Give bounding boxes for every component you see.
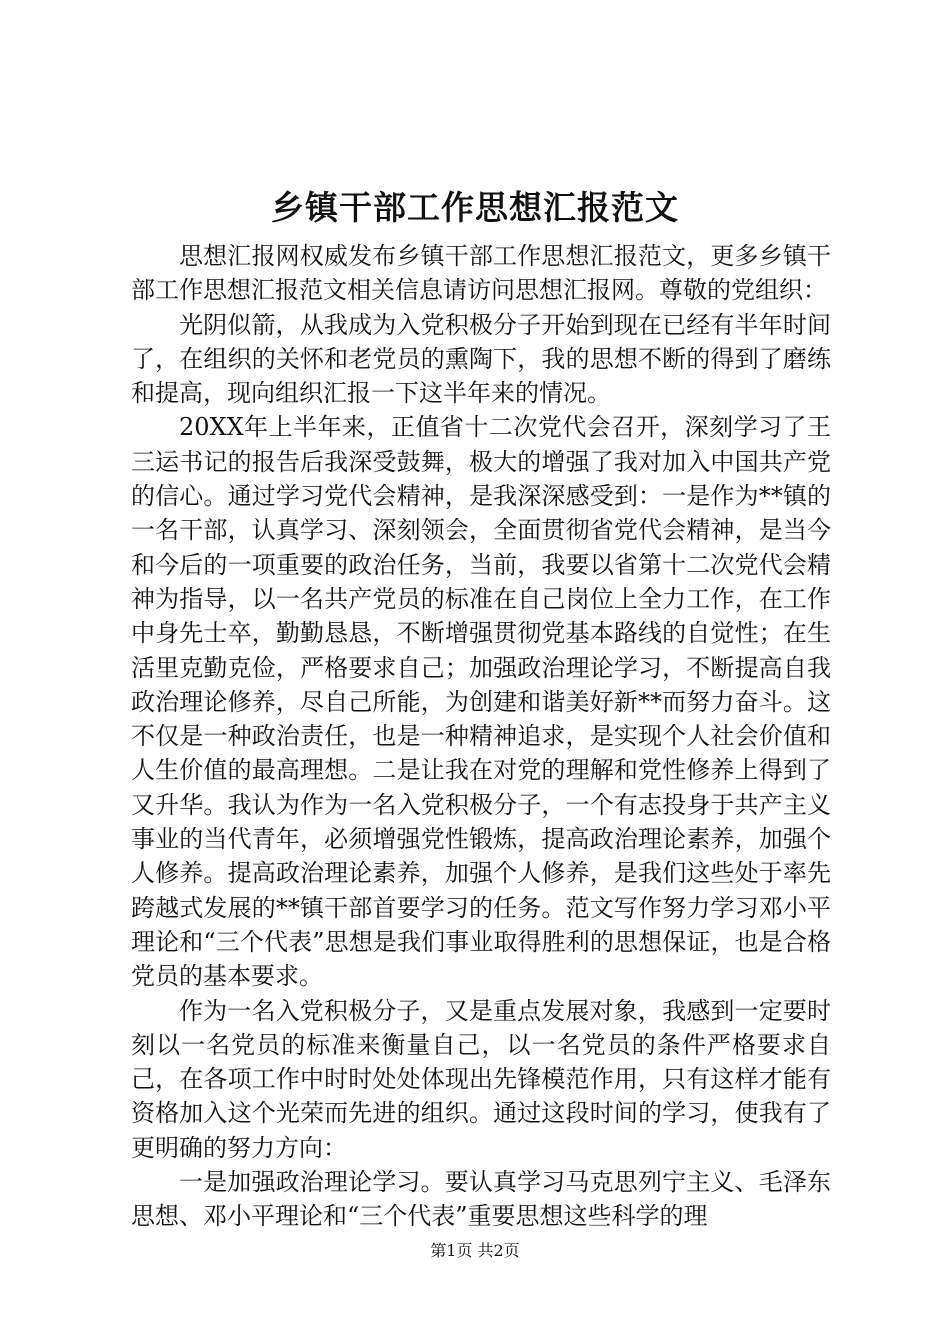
page-number-footer: 第1页 共2页 [430,1241,520,1260]
paragraph: 一是加强政治理论学习。要认真学习马克思列宁主义、毛泽东思想、邓小平理论和“三个代表”重要思想这些科学的理 [131,1168,831,1231]
paragraph: 光阴似箭，从我成为入党积极分子开始到现在已经有半年时间了，在组织的关怀和老党员的熏陶下，我的思想不断的得到了磨练和提高，现向组织汇报一下这半年来的情况。 [131,310,831,408]
paragraph: 作为一名入党积极分子，又是重点发展对象，我感到一定要时刻以一名党员的标准来衡量自己，以一名党员的条件严格要求自己，在各项工作中时时处处体现出先锋模范作用，只有这样才能有资格加入这个光荣而先进的组织。通过这段时间的学习，使我有了更明确的努力方向： [131,996,831,1162]
paragraph: 思想汇报网权威发布乡镇干部工作思想汇报范文，更多乡镇干部工作思想汇报范文相关信息请访问思想汇报网。尊敬的党组织： [131,242,831,305]
document-body [131,239,831,1234]
paragraph: 20XX年上半年来，正值省十二次党代会召开，深刻学习了王三运书记的报告后我深受鼓舞，极大的增强了我对加入中国共产党的信心。通过学习党代会精神，是我深深感受到：一是作为**镇的一名干部，认真学习、深刻领会，全面贯彻省党代会精神，是当今和今后的一项重要的政治任务，当前，我要以省第十二次党代会精神为指导，以一名共产党员的标准在自己岗位上全力工作，在工作中身先士卒，勤勤恳恳，不断增强贯彻党基本路线的自觉性；在生活里克勤克俭，严格要求自己；加强政治理论学习，不断提高自我政治理论修养，尽自己所能，为创建和谐美好新**而努力奋斗。这不仅是一种政治责任，也是一种精神追求，是实现个人社会价值和人生价值的最高理想。二是让我在对党的理解和党性修养上得到了又升华。我认为作为一名入党积极分子，一个有志投身于共产主义事业的当代青年，必须增强党性锻炼，提高政治理论素养，加强个人修养。提高政治理论素养，加强个人修养，是我们这些处于率先跨越式发展的**镇干部首要学习的任务。范文写作努力学习邓小平理论和“三个代表”思想是我们事业取得胜利的思想保证，也是合格党员的基本要求。 [131,413,831,991]
document-title: 乡镇干部工作思想汇报范文 [271,188,679,227]
